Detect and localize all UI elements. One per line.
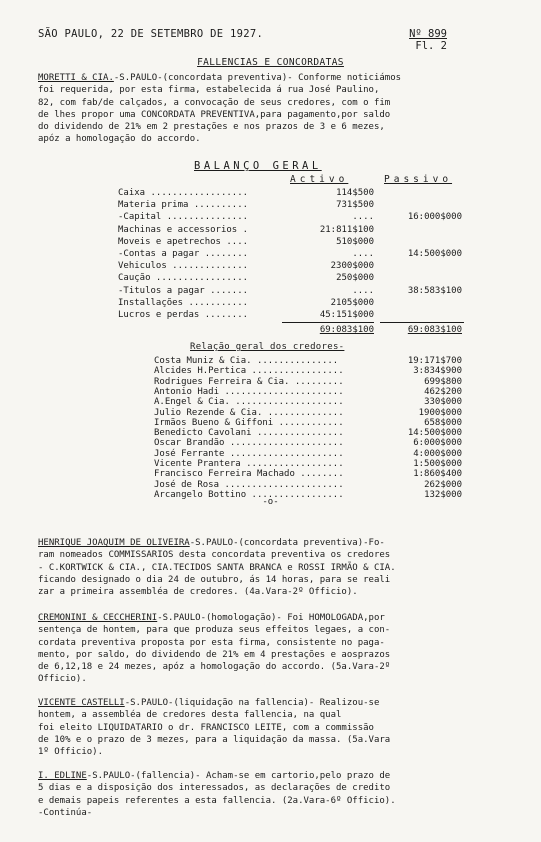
- notice-line: foi eleito LIQUIDATARIO o dr. FRANCISCO LEITE, com a commissão: [38, 722, 374, 733]
- notice-line: 1º Officio).: [38, 747, 104, 758]
- notice-line: zar a primeira assembléa de credores. (4a.Vara-2º Officio).: [38, 587, 358, 598]
- notice-castelli: [38, 697, 508, 758]
- balance-row: [0, 285, 541, 297]
- separator: -o-: [262, 497, 279, 507]
- balance-activo-value: 2300$000: [330, 261, 374, 272]
- notice-edline: [38, 770, 508, 819]
- creditor-value: 4:000$000: [413, 448, 462, 459]
- passivo-header: Passivo: [384, 174, 453, 185]
- creditor-value: 6:000$000: [413, 438, 462, 449]
- creditor-name: Benedicto Cavolani ................: [154, 428, 344, 439]
- notice-line: de 10% e o prazo de 3 mezes, para a liquidação da massa. (5a.Vara: [38, 734, 391, 745]
- notice-lead: HENRIQUE JOAQUIM DE OLIVEIRA: [38, 538, 190, 548]
- balance-row: [0, 211, 541, 223]
- creditor-value: 1:500$000: [413, 459, 462, 469]
- issue-number-block: [409, 28, 447, 52]
- balance-activo-value: 510$000: [336, 236, 374, 247]
- balance-activo-value: 250$000: [336, 273, 374, 284]
- notice-line: mento, por saldo, do dividendo de 21% em 4 prestações e aosprazos: [38, 649, 391, 660]
- creditor-value: 462$200: [424, 386, 462, 397]
- entry-moretti: [38, 72, 508, 146]
- balance-row: [0, 297, 541, 309]
- balance-row: [0, 260, 541, 272]
- creditor-name: José Ferrante .....................: [154, 448, 344, 459]
- balance-total-row: [0, 324, 541, 336]
- notice-line: -S.PAULO-(liquidação na fallencia)- Realizou-se: [124, 698, 380, 708]
- notice-line: 5 dias e a disposição dos interessados, as declarações de credito: [38, 783, 391, 794]
- creditor-value: 330$000: [424, 397, 462, 408]
- notice-lead: CREMONINI & CECCHERINI: [38, 613, 158, 623]
- balance-label: -Contas a pagar ........: [118, 249, 249, 259]
- entry-lead: MORETTI & CIA.: [38, 73, 114, 83]
- creditor-value: 132$000: [424, 489, 462, 500]
- balance-label: Installações ...........: [118, 297, 249, 308]
- section-title: FALLENCIAS E CONCORDATAS: [197, 57, 344, 68]
- place-date-header: SÃO PAULO, 22 DE SETEMBRO DE 1927.: [38, 28, 264, 40]
- creditor-value: 658$000: [424, 417, 462, 428]
- balance-passivo-value: 38:583$100: [407, 285, 462, 296]
- balance-activo-value: 114$500: [336, 188, 374, 198]
- entry-line: -S.PAULO-(concordata preventiva)- Conforme noticiámos: [113, 73, 402, 83]
- notice-line: e demais papeis referentes a esta fallencia. (2a.Vara-6º Officio).: [38, 795, 396, 806]
- notice-line: -Continúa-: [38, 807, 93, 818]
- balance-passivo-value: 14:500$000: [407, 249, 462, 259]
- balance-row: [0, 236, 541, 248]
- balance-row: [0, 272, 541, 284]
- activo-header: Activo: [290, 174, 349, 185]
- balance-label: -Titulos a pagar .......: [118, 285, 249, 296]
- issue-number: Nº 899: [409, 28, 447, 40]
- creditor-value: 3:834$900: [413, 366, 462, 377]
- creditor-name: Rodrigues Ferreira & Cia. .........: [154, 376, 344, 387]
- balance-label: -Capital ...............: [118, 212, 249, 223]
- creditor-value: 1900$000: [418, 407, 462, 418]
- notice-line: de 6,12,18 e 24 mezes, apóz a homologação do accordo. (5a.Vara-2º: [38, 662, 391, 673]
- balance-title: BALANÇO GERAL: [194, 160, 322, 172]
- notice-cremonini: [38, 612, 508, 686]
- balance-activo-value: 731$500: [336, 200, 374, 211]
- notice-line: hontem, a assembléa de credores desta fallencia, na qual: [38, 710, 342, 721]
- notice-line: -S.PAULO-(homologação)- Foi HOMOLOGADA,por: [157, 613, 385, 623]
- balance-row: [0, 248, 541, 260]
- creditor-value: 19:171$700: [407, 356, 462, 366]
- balance-label: Caixa ..................: [118, 188, 249, 198]
- creditor-value: 262$000: [424, 479, 462, 490]
- notice-line: Officio).: [38, 674, 87, 685]
- creditor-name: Costa Muniz & Cia. ...............: [154, 356, 339, 366]
- balance-row: [0, 199, 541, 211]
- folio-number: Fl. 2: [415, 40, 447, 52]
- balance-activo-value: 45:151$000: [319, 310, 374, 320]
- creditor-name: Francisco Ferreira Machado ........: [154, 469, 344, 480]
- notice-lead: I. EDLINE: [38, 771, 87, 781]
- total-rule-passivo: [380, 322, 464, 323]
- creditor-value: 1:860$400: [413, 469, 462, 480]
- balance-label: Lucros e perdas ........: [118, 310, 249, 320]
- entry-line: 82, com fab/de calçados, a convocação de seus credores, com o fim: [38, 97, 391, 108]
- balance-row: [0, 224, 541, 236]
- creditor-name: José de Rosa ......................: [154, 479, 344, 490]
- creditor-name: A.Engel & Cia. ....................: [154, 397, 344, 408]
- notice-line: ram nomeados COMMISSARIOS desta concordata preventiva os credores: [38, 550, 391, 561]
- balance-activo-value: 2105$000: [330, 297, 374, 308]
- balance-activo-value: ....: [352, 212, 374, 223]
- total-rule-activo: [282, 322, 374, 323]
- entry-line: apóz a homologação do accordo.: [38, 134, 201, 145]
- balance-label: Materia prima ..........: [118, 200, 249, 211]
- balance-activo-value: ....: [352, 285, 374, 296]
- creditor-name: Arcangelo Bottino .................: [154, 489, 344, 500]
- balance-row: [0, 187, 541, 199]
- balance-label: Vehiculos ..............: [118, 261, 249, 272]
- total-passivo: 69:083$100: [407, 325, 462, 335]
- notice-line: cordata preventiva proposta por esta firma, consistente no paga-: [38, 637, 385, 648]
- creditor-value: 699$800: [424, 376, 462, 387]
- creditor-name: Antonio Hadi ......................: [154, 386, 344, 397]
- notice-line: -S.PAULO-(fallencia)- Acham-se em cartorio,pelo prazo de: [86, 771, 391, 781]
- notice-henrique: [38, 537, 508, 598]
- creditor-name: Irmãos Bueno & Giffoni ............: [154, 417, 344, 428]
- balance-label: Caução .................: [118, 273, 249, 284]
- balance-label: Machinas e accessorios .: [118, 224, 249, 235]
- balance-activo-value: 21:811$100: [319, 224, 374, 235]
- creditors-title: Relação geral dos credores-: [190, 342, 345, 352]
- creditor-name: Vicente Prantera ..................: [154, 459, 344, 469]
- creditor-name: Julio Rezende & Cia. ..............: [154, 407, 344, 418]
- notice-line: - C.KORTWICK & CIA., CIA.TECIDOS SANTA BRANCA e ROSSI IRMÃO & CIA.: [38, 562, 396, 573]
- balance-label: Moveis e apetrechos ....: [118, 236, 249, 247]
- total-activo: 69:083$100: [319, 325, 374, 335]
- creditor-value: 14:500$000: [407, 428, 462, 439]
- entry-line: de lhes propor uma CONCORDATA PREVENTIVA,para pagamento,por saldo: [38, 109, 391, 120]
- balance-row: [0, 309, 541, 321]
- creditor-name: Oscar Brandão .....................: [154, 438, 344, 449]
- creditor-name: Alcides H.Pertica .................: [154, 366, 344, 377]
- entry-line: foi requerida, por esta firma, estabelecida á rua José Paulino,: [38, 85, 380, 96]
- entry-line: do dividendo de 21% em 2 prestações e nos prazos de 3 e 6 mezes,: [38, 122, 385, 133]
- notice-line: ficando designado o dia 24 de outubro, ás 14 horas, para se reali: [38, 574, 391, 585]
- balance-activo-value: ....: [352, 249, 374, 259]
- notice-lead: VICENTE CASTELLI: [38, 698, 125, 708]
- balance-passivo-value: 16:000$000: [407, 212, 462, 223]
- notice-line: sentença de hontem, para que produza seus effeitos legaes, a con-: [38, 625, 391, 636]
- notice-line: -S.PAULO-(concordata preventiva)-Fo-: [189, 538, 385, 548]
